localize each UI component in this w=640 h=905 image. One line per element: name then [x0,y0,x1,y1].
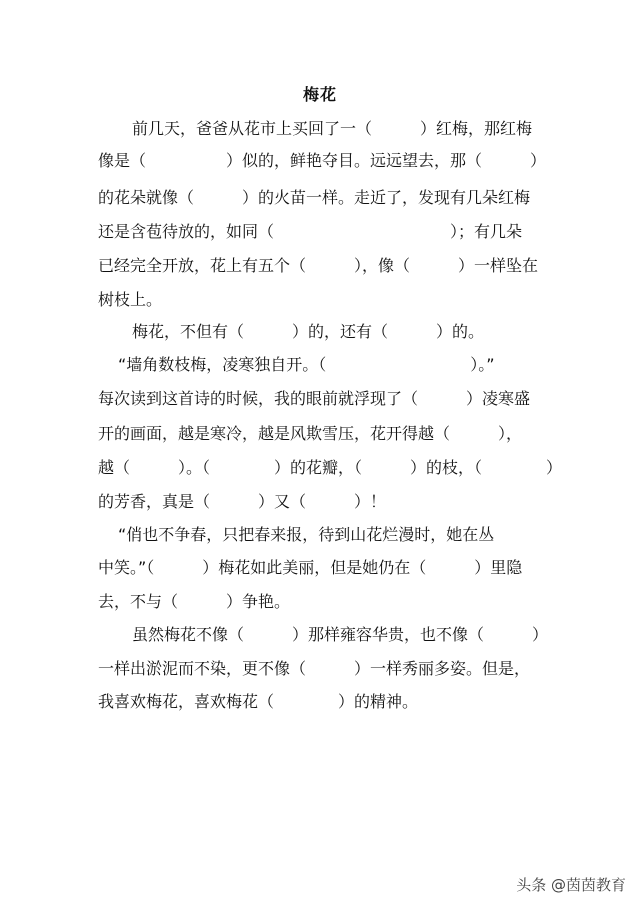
text-line: 的花朵就像（ ）的火苗一样。走近了，发现有几朵红梅 [98,188,531,207]
text-line: 我喜欢梅花，喜欢梅花（ ）的精神。 [98,692,419,711]
text-line: 树枝上。 [98,290,163,309]
text-line: 还是含苞待放的，如同（ ）；有几朵 [98,222,523,241]
text-line: “俏也不争春，只把春来报，待到山花烂漫时，她在丛 [118,525,495,544]
text-line: 一样出淤泥而不染，更不像（ ）一样秀丽多姿。但是， [98,659,531,678]
text-line: 虽然梅花不像（ ）那样雍容华贵，也不像（ ） [132,625,549,644]
text-line: 像是（ ）似的，鲜艳夺目。远远望去，那（ ） [98,151,547,170]
text-line: 每次读到这首诗的时候，我的眼前就浮现了（ ）凌寒盛 [98,389,531,408]
text-line: 中笑。”（ ）梅花如此美丽，但是她仍在（ ）里隐 [98,558,523,577]
text-line: 梅花，不但有（ ）的，还有（ ）的。 [132,322,485,341]
text-line: 去，不与（ ）争艳。 [98,592,291,611]
text-line: 已经完全开放，花上有五个（ ），像（ ）一样坠在 [98,256,539,275]
text-line: 越（ ）。（ ）的花瓣，（ ）的枝，（ ） [98,458,563,477]
page-title: 梅花 [302,85,337,104]
watermark: 头条 @茵茵教育 [516,876,626,894]
text-line: 的芳香，真是（ ）又（ ）！ [98,492,387,511]
text-line: 开的画面，越是寒冷，越是风欺雪压，花开得越（ ）， [98,424,523,443]
text-line: “墙角数枝梅，凌寒独自开。（ ）。” [118,355,495,374]
text-line: 前几天，爸爸从花市上买回了一（ ）红梅，那红梅 [132,119,533,138]
